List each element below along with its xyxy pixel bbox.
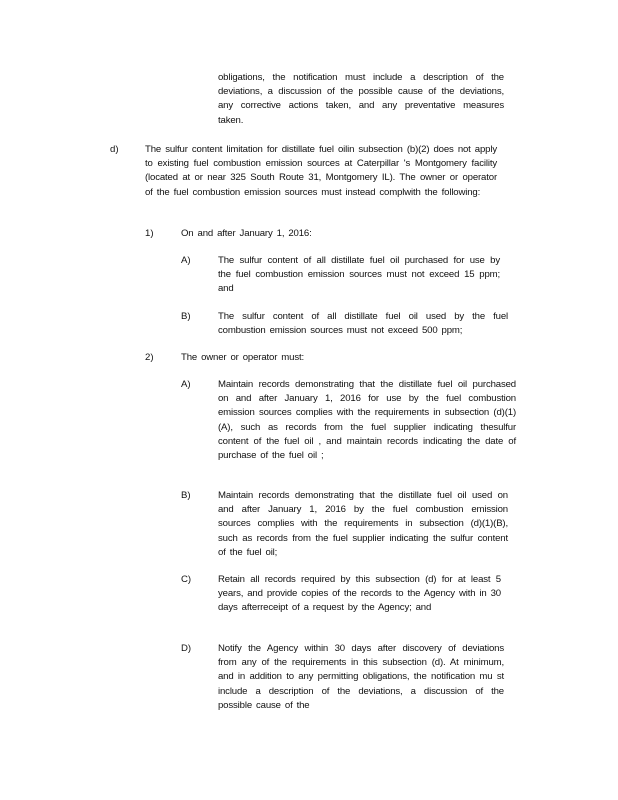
item-2-text: The owner or operator must: (181, 352, 304, 363)
item-1b-text: The sulfur content of all distillate fuel oil used by the fuel combustion emission sources must not exceed 500 ppm; (218, 311, 508, 337)
item-1-label: 1) (145, 228, 154, 239)
item-2b-text: Maintain records demonstrating that the distillate fuel oil used on and after January 1, 2016 by the fuel combustion emission sources complies with the requirements in subsection (d)(1)(B), such as records from the fuel supplier indicating the sulfur content of the fuel oil; (218, 490, 508, 558)
item-2b-label: B) (181, 490, 191, 501)
item-1-text: On and after January 1, 2016: (181, 228, 312, 239)
item-2c-text: Retain all records required by this subsection (d) for at least 5 years, and provide copies of the records to the Agency with in 30 days afterreceipt of a request by the Agency; and (218, 574, 501, 614)
item-2-label: 2) (145, 352, 154, 363)
section-d-text: The sulfur content limitation for distillate fuel oilin subsection (b)(2) does not apply to existing fuel combustion emission sources at Caterpillar 's Montgomery facility (located at or near 325 South Route 31, Montgomery IL). The owner or operator of the fuel combustion emission sources must instead complwith the following: (145, 144, 497, 198)
item-2a-text: Maintain records demonstrating that the distillate fuel oil purchased on and after January 1, 2016 for use by the fuel combustion emission sources complies with the requirements in subsection (d)(1)(A), such as records from the fuel supplier indicating thesulfur content of the fuel oil , and maintain records indicating the date of purchase of the fuel oil ; (218, 379, 516, 462)
continuation-paragraph: obligations, the notification must include a description of the deviations, a discussion of the possible cause of the deviations, any corrective actions taken, and any preventative measures taken. (218, 72, 504, 126)
item-2d-label: D) (181, 643, 192, 654)
item-1a-label: A) (181, 255, 191, 266)
item-2a-label: A) (181, 379, 191, 390)
item-1a-text: The sulfur content of all distillate fuel oil purchased for use by the fuel combustion emission sources must not exceed 15 ppm; and (218, 255, 500, 295)
item-2c-label: C) (181, 574, 192, 585)
item-2d-text: Notify the Agency within 30 days after discovery of deviations from any of the requirements in this subsection (d). At minimum, and in addition to any permitting obligations, the notification mu st include a description of the deviations, a discussion of the possible cause of the (218, 643, 504, 711)
item-1b-label: B) (181, 311, 191, 322)
section-d-label: d) (110, 144, 119, 155)
